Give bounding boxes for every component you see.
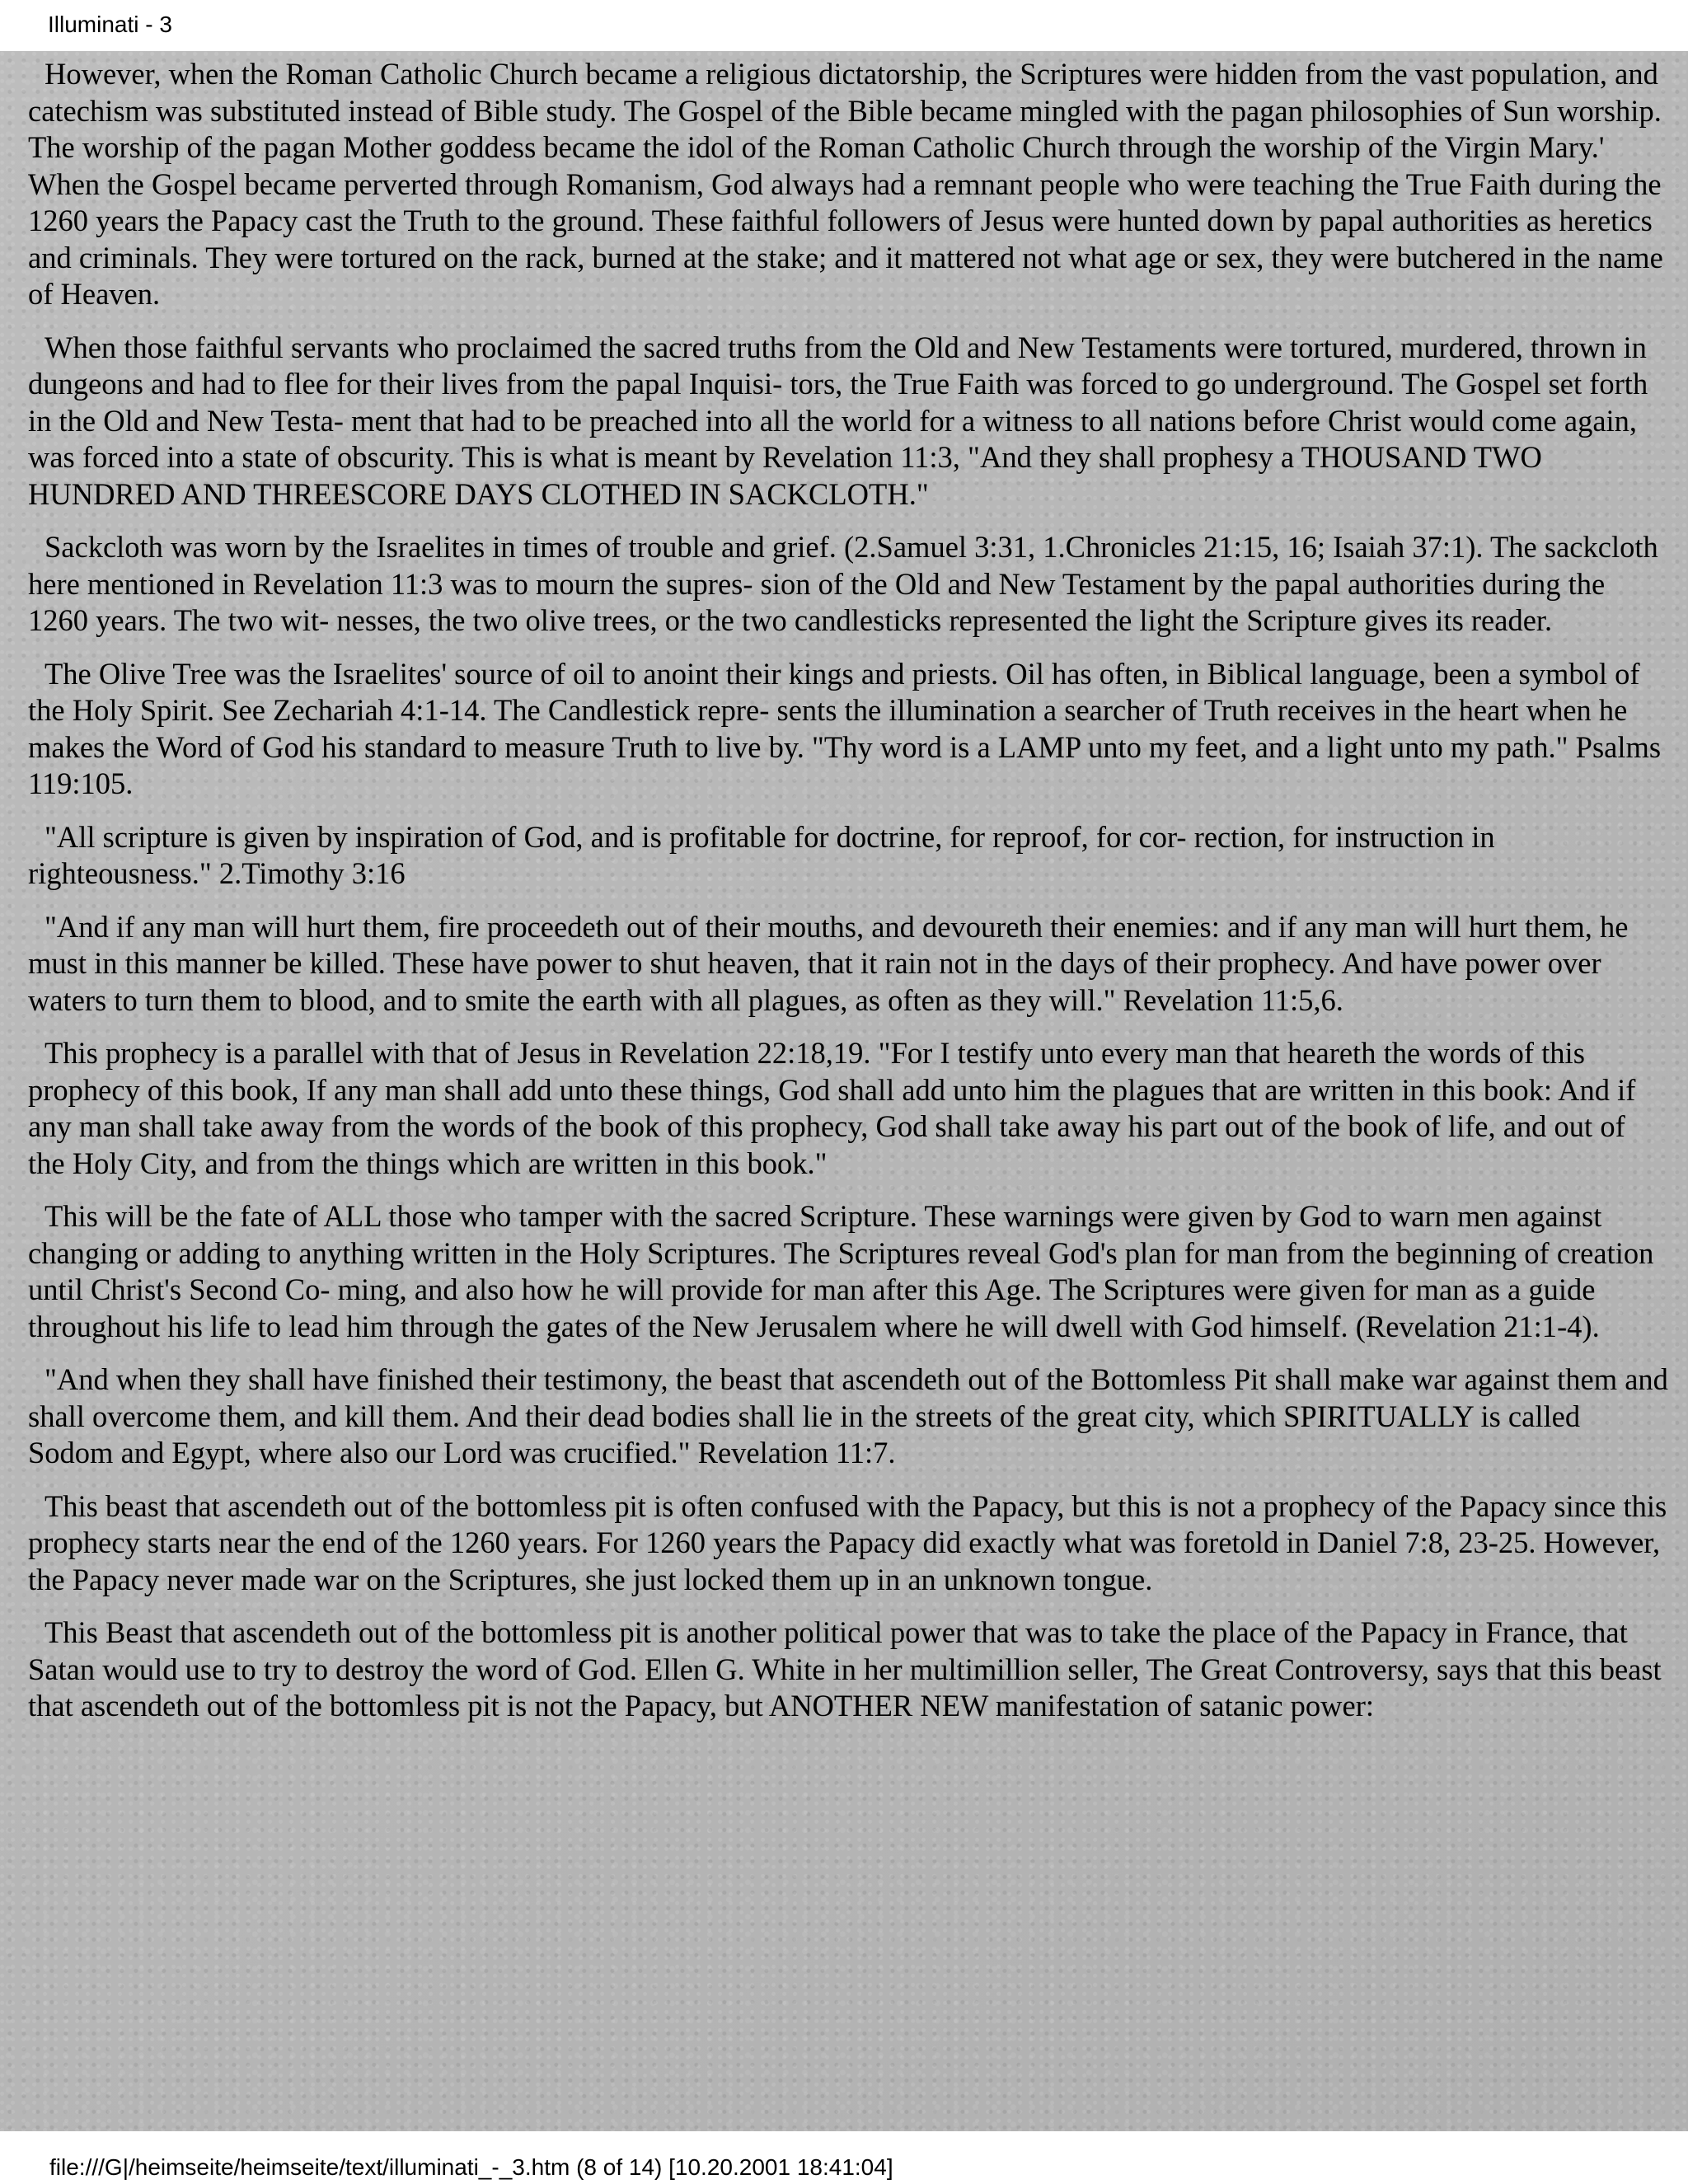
paragraph-4: The Olive Tree was the Israelites' source of oil to anoint their kings and priests. Oil has often, in Biblical language, been a symbol of the Holy Spirit. See Zechariah 4:1-14. The Candlestick repre- sents the illumination a searcher of Truth receives in the heart when he makes the Word of God his standard to measure Truth to live by. "Thy word is a LAMP unto my feet, and a light unto my path." Psalms 119:105. <box>28 656 1662 800</box>
paragraph-2: When those faithful servants who proclaimed the sacred truths from the Old and New Testaments were tortured, murdered, thrown in dungeons and had to flee for their lives from the papal Inquisi- tors, the True Faith was forced to go underground. The Gospel set forth in the Old and New Testa- ment that had to be preached into all the world for a witness to all nations before Christ would come again, was forced into a state of obscurity. This is what is meant by Revelation 11:3, "And they shall prophesy a THOUSAND TWO HUNDRED AND THREESCORE DAYS CLOTHED IN SACKCLOTH." <box>28 330 1648 511</box>
paragraph-11: This Beast that ascendeth out of the bottomless pit is another political power that was to take the place of the Papacy in France, that Satan would use to try to destroy the word of God. Ellen G. White in her multimillion seller, The Great Controversy, says that this beast that ascendeth out of the bottomless pit is not the Papacy, but ANOTHER NEW manifestation of satanic power: <box>28 1615 1662 1722</box>
paragraph-5: "All scripture is given by inspiration of God, and is profitable for doctrine, for reproof, for cor- rection, for instruction in righteousness." 2.Timothy 3:16 <box>28 819 1495 890</box>
file-path-footer: file:///G|/heimseite/heimseite/text/illuminati_-_3.htm (8 of 14) [10.20.2001 18:41:04] <box>49 2154 893 2180</box>
page-header <box>0 0 1688 51</box>
document-body <box>0 51 1688 2131</box>
paragraph-8: This will be the fate of ALL those who tamper with the sacred Scripture. These warnings were given by God to warn men against changing or adding to anything written in the Holy Scriptures. The Scriptures reveal God's plan for man from the beginning of creation until Christ's Second Co- ming, and also how he will provide for man after this Age. The Scriptures were given for man as a guide throughout his life to lead him through the gates of the New Jerusalem where he will dwell with God himself. (Revelation 21:1-4). <box>28 1199 1654 1343</box>
page-footer <box>0 2131 1688 2184</box>
paragraph-3: Sackcloth was worn by the Israelites in times of trouble and grief. (2.Samuel 3:31, 1.Chronicles 21:15, 16; Isaiah 37:1). The sackcloth here mentioned in Revelation 11:3 was to mourn the supres- sion of the Old and New Testament by the papal authorities during the 1260 years. The two wit- nesses, the two olive trees, or the two candlesticks represented the light the Scripture gives its reader. <box>28 530 1658 637</box>
paragraph-7: This prophecy is a parallel with that of Jesus in Revelation 22:18,19. "For I testify unto every man that heareth the words of this prophecy of this book, If any man shall add unto these things, God shall add unto him the plagues that are written in this book: And if any man shall take away from the words of the book of this prophecy, God shall take away his part out of the book of life, and out of the Holy City, and from the things which are written in this book." <box>28 1036 1636 1180</box>
paragraph-10: This beast that ascendeth out of the bottomless pit is often confused with the Papacy, but this is not a prophecy of the Papacy since this prophecy starts near the end of the 1260 years. For 1260 years the Papacy did exactly what was foretold in Daniel 7:8, 23-25. However, the Papacy never made war on the Scriptures, she just locked them up in an unknown tongue. <box>28 1488 1667 1596</box>
paragraph-9: "And when they shall have finished their testimony, the beast that ascendeth out of the Bottomless Pit shall make war against them and shall overcome them, and kill them. And their dead bodies shall lie in the streets of the great city, which SPIRITUALLY is called Sodom and Egypt, where also our Lord was crucified." Revelation 11:7. <box>28 1362 1668 1469</box>
page-title: Illuminati - 3 <box>48 12 172 37</box>
paragraph-6: "And if any man will hurt them, fire proceedeth out of their mouths, and devoureth their enemies: and if any man will hurt them, he must in this manner be killed. These have power to shut heaven, that it rain not in the days of their prophecy. And have power over waters to turn them to blood, and to smite the earth with all plagues, as often as they will." Revelation 11:5,6. <box>28 909 1629 1017</box>
paragraph-1: However, when the Roman Catholic Church became a religious dictatorship, the Scriptures were hidden from the vast population, and catechism was substituted instead of Bible study. The Gospel of the Bible became mingled with the pagan philosophies of Sun worship. The worship of the pagan Mother goddess became the idol of the Roman Catholic Church through the worship of the Virgin Mary.' When the Gospel became perverted through Romanism, God always had a remnant people who were teaching the True Faith during the 1260 years the Papacy cast the Truth to the ground. These faithful followers of Jesus were hunted down by papal authorities as heretics and criminals. They were tortured on the rack, burned at the stake; and it mattered not what age or sex, they were butchered in the name of Heaven. <box>28 57 1663 311</box>
